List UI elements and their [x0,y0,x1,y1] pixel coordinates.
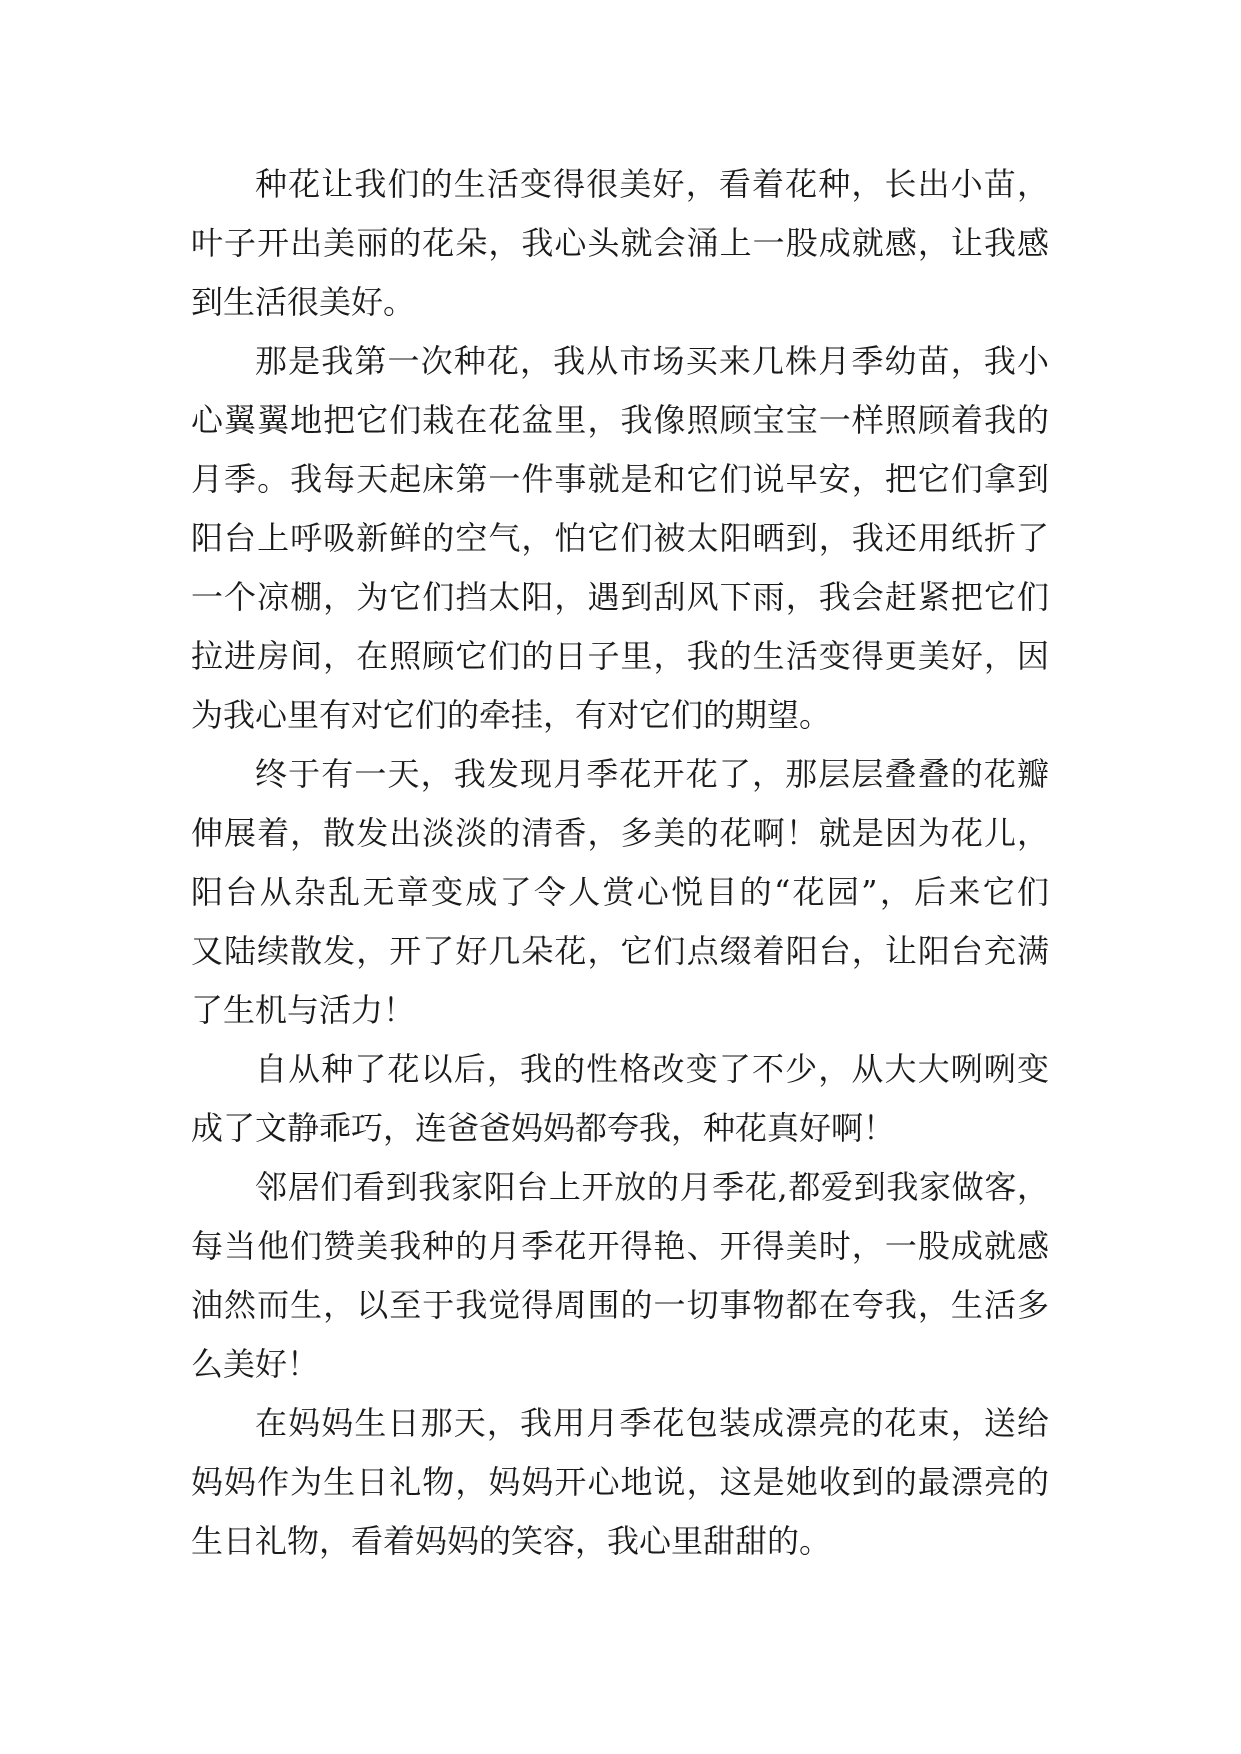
text-line: 月季。我每天起床第一件事就是和它们说早安，把它们拿到 [191,460,1049,498]
paragraph-1 [191,155,1049,332]
text-line: 为我心里有对它们的牵挂，有对它们的期望。 [191,696,832,734]
paragraph-3 [191,745,1049,1040]
text-line: 那是我第一次种花，我从市场买来几株月季幼苗，我小 [255,342,1049,380]
paragraph-4 [191,1040,1049,1158]
text-line: 么美好！ [191,1345,320,1383]
paragraph-6 [191,1394,1049,1571]
text-line: 到生活很美好。 [191,283,416,321]
text-line: 又陆续散发，开了好几朵花，它们点缀着阳台，让阳台充满 [191,932,1049,970]
text-line: 拉进房间，在照顾它们的日子里，我的生活变得更美好，因 [191,637,1049,675]
text-line: 叶子开出美丽的花朵，我心头就会涌上一股成就感，让我感 [191,224,1049,262]
text-line: 油然而生，以至于我觉得周围的一切事物都在夸我，生活多 [191,1286,1049,1324]
text-line: 每当他们赞美我种的月季花开得艳、开得美时，一股成就感 [191,1227,1049,1265]
text-line: 成了文静乖巧，连爸爸妈妈都夸我，种花真好啊！ [191,1109,896,1147]
text-line: 生日礼物，看着妈妈的笑容，我心里甜甜的。 [191,1522,832,1560]
paragraph-2 [191,332,1049,745]
text-line: 妈妈作为生日礼物，妈妈开心地说，这是她收到的最漂亮的 [191,1463,1049,1501]
text-line: 阳台从杂乱无章变成了令人赏心悦目的“花园”，后来它们 [191,873,1049,911]
text-line: 阳台上呼吸新鲜的空气，怕它们被太阳晒到，我还用纸折了 [191,519,1049,557]
text-line: 种花让我们的生活变得很美好，看着花种，长出小苗， [255,165,1049,203]
text-line: 心翼翼地把它们栽在花盆里，我像照顾宝宝一样照顾着我的 [191,401,1049,439]
text-line: 伸展着，散发出淡淡的清香，多美的花啊！就是因为花儿， [191,814,1049,852]
text-line: 一个凉棚，为它们挡太阳，遇到刮风下雨，我会赶紧把它们 [191,578,1049,616]
text-line: 自从种了花以后，我的性格改变了不少，从大大咧咧变 [255,1050,1049,1088]
essay-body [191,155,1049,1571]
text-line: 邻居们看到我家阳台上开放的月季花,都爱到我家做客， [255,1168,1049,1206]
text-line: 终于有一天，我发现月季花开花了，那层层叠叠的花瓣 [255,755,1049,793]
text-line: 了生机与活力！ [191,991,416,1029]
text-line: 在妈妈生日那天，我用月季花包装成漂亮的花束，送给 [255,1404,1049,1442]
paragraph-5 [191,1158,1049,1394]
